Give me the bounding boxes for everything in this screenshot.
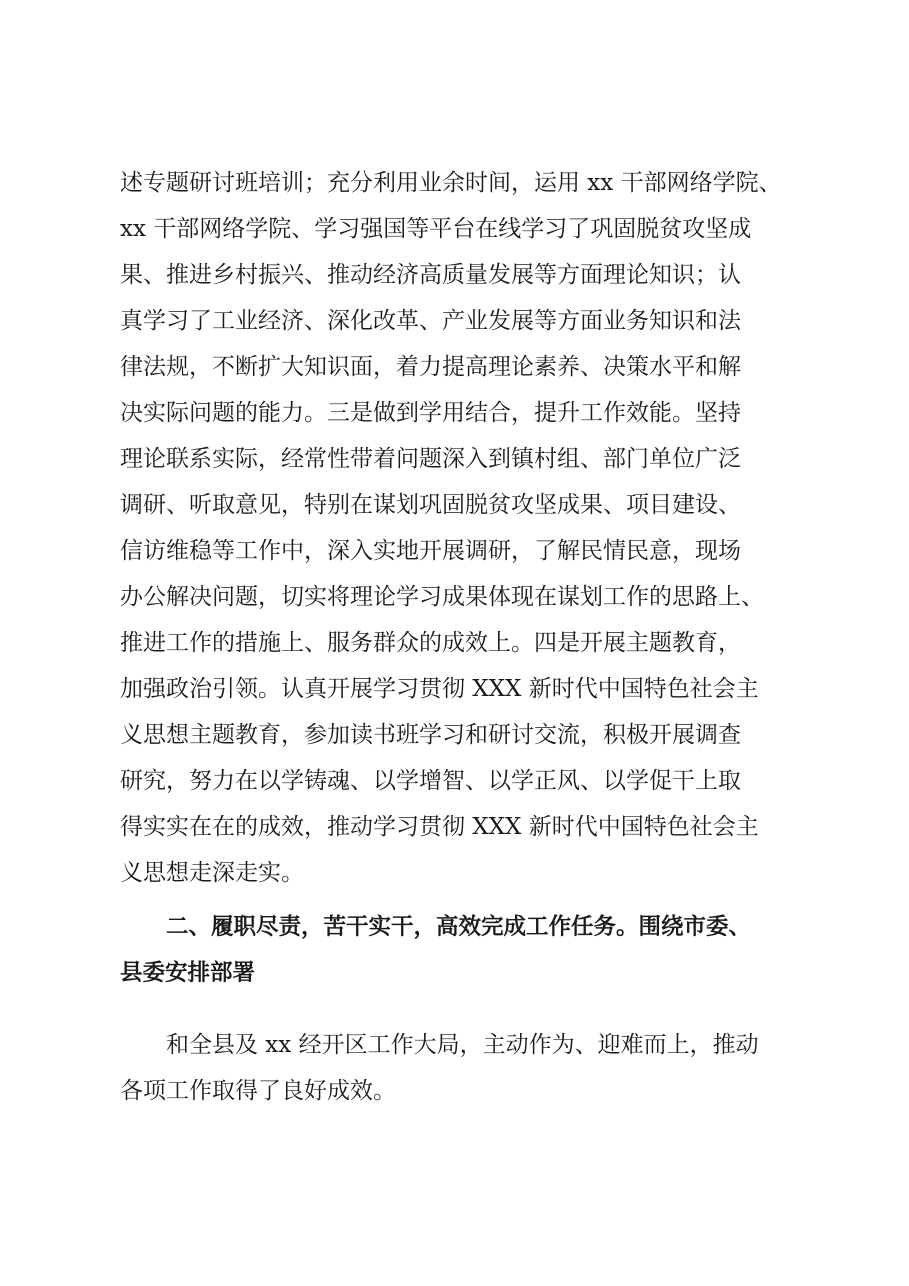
body-line: 决实际问题的能力。三是做到学用结合，提升工作效能。坚持 xyxy=(120,400,741,426)
body-line: 推进工作的措施上、服务群众的成效上。四是开展主题教育， xyxy=(120,630,741,656)
body-line: 调研、听取意见，特别在谋划巩固脱贫攻坚成果、项目建设、 xyxy=(120,492,741,518)
body-line: 研究，努力在以学铸魂、以学增智、以学正风、以学促干上取 xyxy=(120,768,741,794)
body-line: 果、推进乡村振兴、推动经济高质量发展等方面理论知识；认 xyxy=(120,262,741,288)
body-line: 律法规，不断扩大知识面，着力提高理论素养、决策水平和解 xyxy=(120,354,741,380)
body-line: 义思想主题教育，参加读书班学习和研讨交流，积极开展调查 xyxy=(120,722,741,748)
body-line: xx 干部网络学院、学习强国等平台在线学习了巩固脱贫攻坚成 xyxy=(120,216,752,242)
body-line: 信访维稳等工作中，深入实地开展调研，了解民情民意，现场 xyxy=(120,538,741,564)
section-heading: 县委安排部署 xyxy=(120,960,256,986)
body-line: 理论联系实际，经常性带着问题深入到镇村组、部门单位广泛 xyxy=(120,446,741,472)
body-line: 办公解决问题，切实将理论学习成果体现在谋划工作的思路上、 xyxy=(120,584,764,610)
body-line: 真学习了工业经济、深化改革、产业发展等方面业务知识和法 xyxy=(120,308,741,334)
body-line: 加强政治引领。认真开展学习贯彻 XXX 新时代中国特色社会主 xyxy=(120,676,759,702)
section-heading: 二、履职尽责，苦干实干，高效完成工作任务。围绕市委、 xyxy=(166,914,752,940)
body-line: 述专题研讨班培训；充分利用业余时间，运用 xx 干部网络学院、 xyxy=(120,170,782,196)
body-line: 各项工作取得了良好成效。 xyxy=(120,1078,396,1104)
body-line: 和全县及 xx 经开区工作大局，主动作为、迎难而上，推动 xyxy=(166,1032,759,1058)
body-line: 义思想走深走实。 xyxy=(120,860,304,886)
body-line: 得实实在在的成效，推动学习贯彻 XXX 新时代中国特色社会主 xyxy=(120,814,759,840)
